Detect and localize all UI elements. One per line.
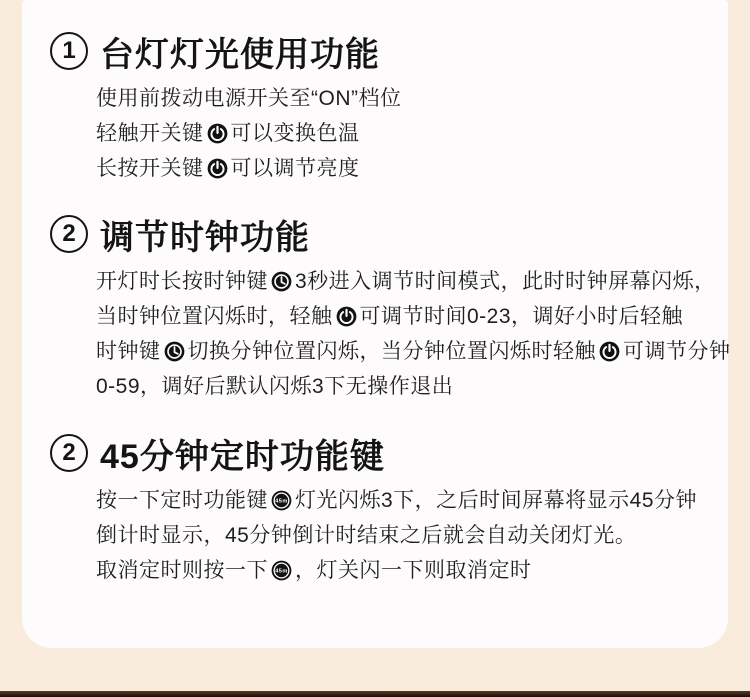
instruction-text: 使用前拨动电源开关至“ON”档位	[96, 87, 402, 110]
section-number-badge: 2	[50, 215, 88, 253]
timer-45min-icon-label: 45m	[275, 498, 288, 505]
instruction-line	[96, 151, 708, 186]
instruction-text: 取消定时则按一下	[96, 559, 268, 582]
instruction-text: 开灯时长按时钟键	[96, 270, 268, 293]
instruction-text: 长按开关键	[96, 157, 204, 180]
timer-45min-icon	[271, 560, 292, 581]
section-heading	[50, 31, 728, 74]
instruction-line	[96, 264, 716, 299]
instruction-line	[96, 518, 708, 553]
instruction-text: 可以调节亮度	[230, 157, 360, 180]
power-icon	[207, 123, 228, 144]
power-icon	[599, 341, 620, 362]
instruction-text: 灯光闪烁3下，之后时间屏幕将显示45分钟	[295, 489, 698, 512]
timer-45min-icon	[271, 490, 292, 511]
instruction-line	[96, 81, 708, 116]
section-number-badge: 1	[50, 32, 88, 70]
timer-45min-icon-label: 45m	[275, 568, 288, 575]
instruction-line	[96, 369, 708, 404]
section-divider-bar	[0, 691, 750, 697]
instruction-text: 可调节分钟	[623, 340, 731, 363]
clock-icon	[271, 271, 292, 292]
instruction-section-2	[22, 214, 731, 404]
section-number-badge: 2	[50, 434, 88, 472]
section-body	[96, 483, 708, 588]
instruction-text: 当时钟位置闪烁时，轻触	[96, 305, 333, 328]
instruction-text: 轻触开关键	[96, 122, 204, 145]
instruction-section-3	[22, 433, 728, 588]
instruction-line	[96, 299, 708, 334]
section-title: 调节时钟功能	[100, 218, 310, 257]
instruction-card	[22, 0, 731, 648]
instruction-text: 倒计时显示，45分钟倒计时结束之后就会自动关闭灯光。	[96, 524, 637, 547]
power-icon	[207, 158, 228, 179]
instruction-text: 可以变换色温	[230, 122, 360, 145]
instruction-text: ，灯关闪一下则取消定时	[295, 559, 532, 582]
instruction-text: 可调节时间0-23，调好小时后轻触	[359, 305, 684, 328]
instruction-line	[96, 483, 708, 518]
instruction-line	[96, 334, 731, 369]
section-body	[96, 81, 708, 186]
section-heading	[50, 214, 728, 257]
instruction-line	[96, 553, 708, 588]
section-title: 台灯灯光使用功能	[100, 35, 380, 74]
instruction-text: 3秒进入调节时间模式，此时时钟屏幕闪烁，	[295, 270, 716, 293]
instruction-text: 时钟键	[96, 340, 161, 363]
instruction-text: 0-59，调好后默认闪烁3下无操作退出	[96, 375, 454, 398]
instruction-text: 切换分钟位置闪烁，当分钟位置闪烁时轻触	[187, 340, 596, 363]
instruction-section-1	[22, 31, 728, 186]
section-body	[96, 264, 731, 404]
instruction-line	[96, 116, 708, 151]
section-heading	[50, 433, 728, 476]
section-title: 45分钟定时功能键	[100, 437, 385, 476]
clock-icon	[164, 341, 185, 362]
power-icon	[336, 306, 357, 327]
instruction-text: 按一下定时功能键	[96, 489, 268, 512]
